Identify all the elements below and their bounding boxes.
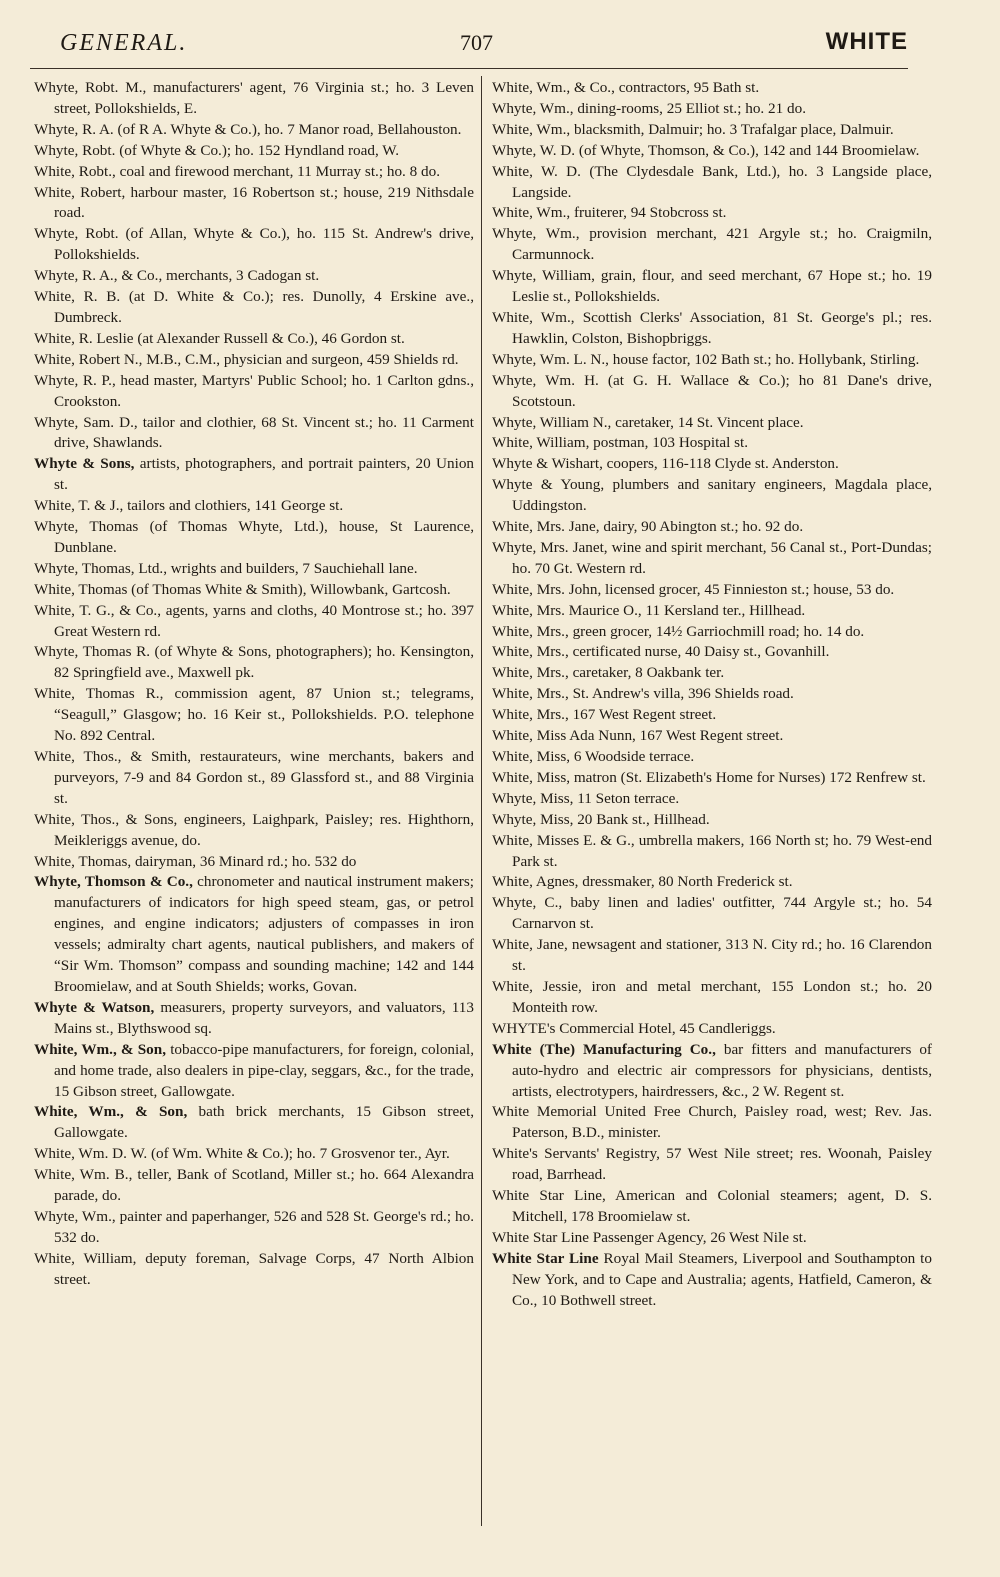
entry-text: artists, photographers, and portrait painters, 20 Union st. [54, 455, 475, 494]
directory-entry [492, 1102, 932, 1144]
entry-text: Whyte, Thomas, Ltd., wrights and builders, 7 Sauchiehall lane. [34, 559, 418, 577]
entry-text: Whyte, William, grain, flour, and seed merchant, 67 Hope st.; ho. 19 Leslie st., Pollokshields. [492, 267, 932, 306]
directory-entry [34, 350, 474, 371]
entry-text: Whyte, R. A., & Co., merchants, 3 Cadogan st. [34, 267, 320, 285]
entry-text: White, Robert N., M.B., C.M., physician and surgeon, 459 Shields rd. [34, 350, 459, 368]
directory-entry [492, 517, 932, 538]
entry-text: White, William, postman, 103 Hospital st. [492, 434, 749, 452]
directory-entry [492, 475, 932, 517]
directory-entry [34, 872, 474, 997]
directory-entry [492, 642, 932, 663]
entry-text: White, T. & J., tailors and clothiers, 141 George st. [34, 497, 344, 515]
entry-lead: Whyte, Thomson & Co., [34, 873, 193, 891]
directory-entry [492, 1228, 932, 1249]
directory-entry [492, 413, 932, 434]
directory-entry [492, 810, 932, 831]
directory-entry [492, 1249, 932, 1312]
directory-entry [492, 622, 932, 643]
entry-text: bath brick merchants, 15 Gibson street, Gallowgate. [54, 1103, 474, 1142]
entry-text: White, Wm., Scottish Clerks' Association, 81 St. George's pl.; res. Hawklin, Colston, Bishopbriggs. [492, 308, 932, 347]
entry-text: Whyte, R. A. (of R A. Whyte & Co.), ho. 7 Manor road, Bellahouston. [34, 120, 462, 138]
entry-text: White, Miss Ada Nunn, 167 West Regent street. [492, 727, 784, 745]
directory-entry [492, 831, 932, 873]
entry-text: Whyte, Wm. H. (at G. H. Wallace & Co.); ho 81 Dane's drive, Scotstoun. [492, 371, 932, 410]
directory-entry [492, 120, 932, 141]
directory-entry [34, 287, 474, 329]
entry-text: White, T. G., & Co., agents, yarns and cloths, 40 Montrose st.; ho. 397 Great Western rd. [34, 601, 474, 640]
directory-entry [34, 266, 474, 287]
directory-entry [492, 1186, 932, 1228]
entry-text: Whyte, Wm. L. N., house factor, 102 Bath st.; ho. Hollybank, Stirling. [492, 350, 920, 368]
directory-entry [34, 1144, 474, 1165]
directory-entry [492, 977, 932, 1019]
entry-text: White, Wm. D. W. (of Wm. White & Co.); ho. 7 Grosvenor ter., Ayr. [34, 1145, 450, 1163]
directory-entry [34, 78, 474, 120]
header-rule [30, 68, 908, 69]
directory-entry [34, 371, 474, 413]
directory-entry [34, 454, 474, 496]
entry-text: White, Robt., coal and firewood merchant, 11 Murray st.; ho. 8 do. [34, 162, 441, 180]
page-number: 707 [460, 30, 493, 55]
directory-entry [492, 1019, 932, 1040]
directory-entry [492, 747, 932, 768]
directory-entry [492, 266, 932, 308]
entry-text: White, Thos., & Sons, engineers, Laighpark, Paisley; res. Highthorn, Meikleriggs avenue, do. [34, 810, 474, 849]
directory-entry [34, 580, 474, 601]
entry-text: White, R. Leslie (at Alexander Russell & Co.), 46 Gordon st. [34, 329, 405, 347]
directory-entry [34, 1102, 474, 1144]
entry-text: Whyte, C., baby linen and ladies' outfitter, 744 Argyle st.; ho. 54 Carnarvon st. [492, 894, 932, 933]
directory-entry [492, 162, 932, 204]
directory-entry [492, 78, 932, 99]
directory-entry [492, 601, 932, 622]
entry-text: tobacco-pipe manufacturers, for foreign, colonial, and home trade, also dealers in pipe-clay, seggars, &c., for the trade, 15 Gibson street, Gallowgate. [54, 1040, 475, 1100]
entry-text: Whyte, Robt. M., manufacturers' agent, 76 Virginia st.; ho. 3 Leven street, Pollokshields, E. [34, 79, 474, 117]
entry-text: White, Mrs., certificated nurse, 40 Daisy st., Govanhill. [492, 643, 830, 661]
entry-text: White, Thos., & Smith, restaurateurs, wine merchants, bakers and purveyors, 7-9 and 84 Gordon st., 89 Glassford st., and 88 Virginia st. [34, 748, 474, 807]
directory-entry [34, 852, 474, 873]
directory-entry [34, 141, 474, 162]
entry-lead: Whyte & Watson, [34, 998, 155, 1016]
entry-text: White, Jane, newsagent and stationer, 313 N. City rd.; ho. 16 Clarendon st. [492, 936, 932, 975]
directory-entry [492, 872, 932, 893]
entry-text: White, Wm., & Co., contractors, 95 Bath st. [492, 79, 760, 96]
entry-text: Royal Mail Steamers, Liverpool and Southampton to New York, and to Cape and Australia; agents, Hatfield, Cameron, & Co., 10 Bothwell street. [512, 1249, 932, 1309]
directory-entry [492, 935, 932, 977]
entry-text: Whyte, R. P., head master, Martyrs' Public School; ho. 1 Carlton gdns., Crookston. [34, 371, 474, 410]
directory-entry [34, 601, 474, 643]
directory-entry [492, 141, 932, 162]
directory-entry [492, 726, 932, 747]
entry-text: Whyte, Miss, 11 Seton terrace. [492, 789, 680, 807]
entry-text: White, Mrs. Jane, dairy, 90 Abington st.; ho. 92 do. [492, 518, 804, 536]
directory-entry [34, 1207, 474, 1249]
entry-text: chronometer and nautical instrument makers; manufacturers of indicators for high speed steam, gas, or petrol engines, and engine indicators; adjusters of compasses in iron vessels; admiralty chart agents, nautical publishers, and makers of “Sir Wm. Thomson” compass and sounding machine; 142 and 144 Broomielaw, and at South Shields; works, Govan. [54, 873, 474, 995]
entry-text: White Star Line, American and Colonial steamers; agent, D. S. Mitchell, 178 Broomielaw st. [492, 1187, 932, 1225]
entry-text: Whyte, Wm., provision merchant, 421 Argyle st.; ho. Craigmiln, Carmunnock. [492, 225, 932, 264]
directory-entry [34, 329, 474, 350]
entry-text: White, Agnes, dressmaker, 80 North Frederick st. [492, 873, 793, 891]
entry-text: Whyte, W. D. (of Whyte, Thomson, & Co.), 142 and 144 Broomielaw. [492, 141, 920, 159]
directory-entry [492, 203, 932, 224]
entry-text: Whyte, Thomas (of Thomas Whyte, Ltd.), house, St Laurence, Dunblane. [34, 518, 474, 556]
entry-text: White, Mrs. John, licensed grocer, 45 Finnieston st.; house, 53 do. [492, 580, 895, 598]
directory-entry [34, 559, 474, 580]
entry-text: bar fitters and manufacturers of auto-hydro and electric air compressors for physicians, dentists, artists, electrotypers, hairdressers, &c., 2 W. Regent st. [512, 1040, 932, 1100]
directory-entry [492, 789, 932, 810]
entry-text: Whyte, Miss, 20 Bank st., Hillhead. [492, 810, 710, 828]
entry-text: White's Servants' Registry, 57 West Nile street; res. Woonah, Paisley road, Barrhead. [492, 1145, 932, 1184]
running-head: WHITE [825, 28, 908, 55]
entry-lead: White, Wm., & Son, [34, 1103, 188, 1121]
entry-text: White, Mrs., 167 West Regent street. [492, 706, 717, 724]
entry-text: White, Misses E. & G., umbrella makers, 166 North st; ho. 79 West-end Park st. [492, 831, 932, 870]
entry-text: Whyte & Young, plumbers and sanitary engineers, Magdala place, Uddingston. [492, 476, 932, 515]
directory-entry [492, 99, 932, 120]
entry-text: measurers, property surveyors, and valuators, 113 Mains st., Blythswood sq. [54, 998, 474, 1037]
directory-entry [492, 768, 932, 789]
directory-entry [34, 642, 474, 684]
directory-entry [492, 705, 932, 726]
entry-text: White, R. B. (at D. White & Co.); res. Dunolly, 4 Erskine ave., Dumbreck. [34, 288, 474, 326]
entry-text: White, Robert, harbour master, 16 Robertson st.; house, 219 Nithsdale road. [34, 183, 474, 222]
directory-entry [492, 371, 932, 413]
entry-text: Whyte, Sam. D., tailor and clothier, 68 St. Vincent st.; ho. 11 Carment drive, Shawlands. [34, 413, 474, 452]
entry-text: White, Mrs., green grocer, 14½ Garriochmill road; ho. 14 do. [492, 622, 865, 640]
entry-text: White, Mrs. Maurice O., 11 Kersland ter., Hillhead. [492, 601, 806, 619]
entry-text: WHYTE's Commercial Hotel, 45 Candleriggs. [492, 1019, 776, 1037]
directory-entry [34, 183, 474, 225]
directory-entry [492, 224, 932, 266]
directory-entry [492, 1040, 932, 1103]
directory-entry [34, 224, 474, 266]
entry-text: White, Miss, 6 Woodside terrace. [492, 748, 695, 765]
directory-entry [492, 538, 932, 580]
page-header [30, 28, 908, 64]
entry-text: Whyte, William N., caretaker, 14 St. Vincent place. [492, 413, 804, 431]
directory-entry [492, 893, 932, 935]
entry-text: Whyte, Thomas R. (of Whyte & Sons, photographers); ho. Kensington, 82 Springfield ave., Maxwell pk. [34, 643, 474, 682]
directory-entry [34, 162, 474, 183]
entry-lead: Whyte & Sons, [34, 455, 135, 473]
directory-entry [492, 580, 932, 601]
entry-text: White, Wm., blacksmith, Dalmuir; ho. 3 Trafalgar place, Dalmuir. [492, 120, 894, 138]
entry-text: White Memorial United Free Church, Paisley road, west; Rev. Jas. Paterson, B.D., minister. [492, 1103, 932, 1142]
directory-entry [492, 350, 932, 371]
entry-text: White, Mrs., caretaker, 8 Oakbank ter. [492, 664, 725, 682]
directory-entry [34, 1165, 474, 1207]
entry-text: White, Miss, matron (St. Elizabeth's Home for Nurses) 172 Renfrew st. [492, 768, 926, 786]
directory-entry [34, 810, 474, 852]
entry-text: Whyte, Mrs. Janet, wine and spirit merchant, 56 Canal st., Port-Dundas; ho. 70 Gt. Western rd. [492, 538, 932, 577]
column-divider [481, 76, 482, 1526]
directory-entry [34, 413, 474, 455]
directory-entry [34, 120, 474, 141]
entry-text: Whyte, Robt. (of Allan, Whyte & Co.), ho. 115 St. Andrew's drive, Pollokshields. [34, 225, 474, 264]
directory-entry [34, 517, 474, 559]
entry-text: White, William, deputy foreman, Salvage Corps, 47 North Albion street. [34, 1249, 474, 1288]
entry-text: White, W. D. (The Clydesdale Bank, Ltd.), ho. 3 Langside place, Langside. [492, 162, 932, 201]
directory-entry [492, 454, 932, 475]
entry-lead: White Star Line [492, 1249, 599, 1267]
entry-text: White Star Line Passenger Agency, 26 West Nile st. [492, 1228, 807, 1246]
entry-text: White, Thomas R., commission agent, 87 Union st.; telegrams, “Seagull,” Glasgow; ho. 16 Keir st., Pollokshields. P.O. telephone No. 892 Central. [34, 685, 474, 745]
entry-text: Whyte, Wm., dining-rooms, 25 Elliot st.; ho. 21 do. [492, 99, 806, 117]
right-column [492, 78, 932, 1311]
entry-text: White, Jessie, iron and metal merchant, 155 London st.; ho. 20 Monteith row. [492, 977, 932, 1016]
directory-entry [492, 308, 932, 350]
entry-text: Whyte & Wishart, coopers, 116-118 Clyde st. Anderston. [492, 455, 839, 473]
directory-entry [34, 998, 474, 1040]
entry-text: White, Thomas (of Thomas White & Smith), Willowbank, Gartcosh. [34, 580, 451, 598]
left-column [34, 78, 474, 1291]
entry-text: White, Wm. B., teller, Bank of Scotland, Miller st.; ho. 664 Alexandra parade, do. [34, 1166, 474, 1205]
entry-lead: White (The) Manufacturing Co., [492, 1040, 716, 1058]
entry-text: White, Wm., fruiterer, 94 Stobcross st. [492, 204, 727, 222]
entry-text: Whyte, Wm., painter and paperhanger, 526 and 528 St. George's rd.; ho. 532 do. [34, 1207, 474, 1246]
entry-text: White, Thomas, dairyman, 36 Minard rd.; ho. 532 do [34, 852, 357, 870]
directory-entry [492, 1144, 932, 1186]
directory-entry [34, 496, 474, 517]
directory-entry [492, 684, 932, 705]
directory-entry [34, 747, 474, 810]
section-title: GENERAL. [60, 30, 188, 56]
entry-text: White, Mrs., St. Andrew's villa, 396 Shields road. [492, 685, 794, 703]
directory-entry [492, 433, 932, 454]
entry-text: Whyte, Robt. (of Whyte & Co.); ho. 152 Hyndland road, W. [34, 141, 400, 159]
entry-lead: White, Wm., & Son, [34, 1040, 167, 1058]
directory-entry [34, 1249, 474, 1291]
directory-entry [34, 1040, 474, 1103]
directory-entry [492, 663, 932, 684]
directory-entry [34, 684, 474, 747]
